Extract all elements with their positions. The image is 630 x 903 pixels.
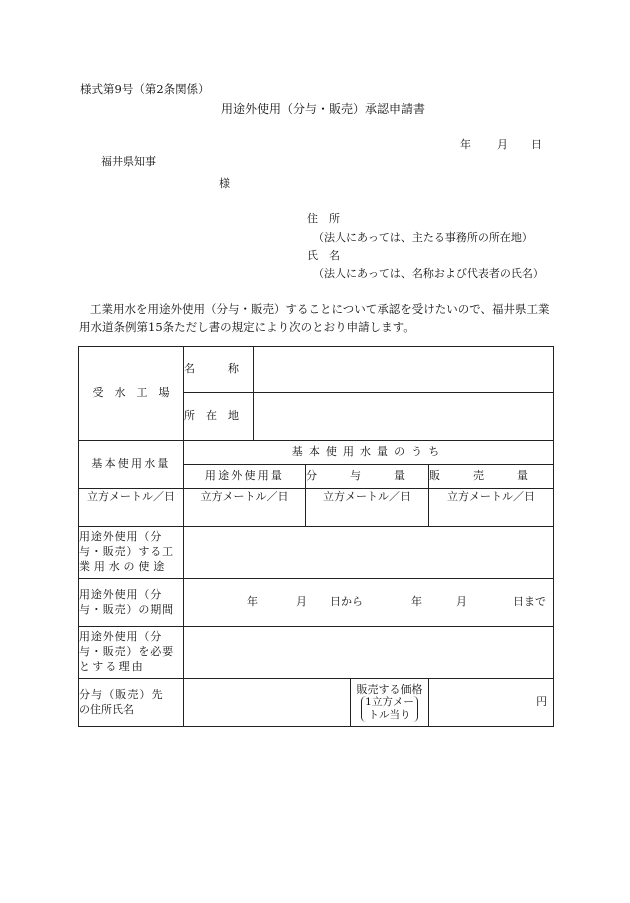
table-row (79, 579, 554, 627)
date-year: 年 (460, 138, 471, 151)
plant-name-label: 名 称 (184, 347, 254, 393)
non-purpose-usage-header: 用途外使用量 (184, 465, 306, 489)
table-row (79, 347, 554, 393)
table-row (79, 679, 554, 727)
plant-name-field[interactable] (254, 347, 554, 393)
date-month: 月 (497, 138, 508, 151)
name-note: （法人にあっては、名称および代表者の氏名） (313, 267, 544, 280)
period-field[interactable]: 年 月 日から 年 月 日まで (184, 579, 554, 627)
sales-header: 販 売 量 (429, 465, 554, 489)
plant-location-label: 所 在 地 (184, 393, 254, 441)
reason-label: 用途外使用（分 与・販売）を必要 とする理由 (79, 627, 184, 679)
honorific: 様 (219, 177, 230, 190)
distribution-header: 分 与 量 (306, 465, 429, 489)
yen-unit: 円 (536, 695, 548, 709)
body-line-2: 用水道条例第15条ただし書の規定により次のとおり申請します。 (79, 320, 415, 334)
table-row (79, 627, 554, 679)
address-label: 住 所 (307, 212, 340, 225)
sales-value-field[interactable]: 立方メートル／日 (429, 489, 554, 527)
price-unit-note: 1立方メー トル当り (361, 696, 418, 722)
table-row (79, 489, 554, 527)
form-number: 様式第9号（第2条関係） (80, 82, 210, 96)
of-base-usage-header: 基本使用水量のうち (184, 441, 554, 465)
base-usage-label: 基本使用水量 (79, 441, 184, 489)
price-label: 販売する価格 1立方メー トル当り (351, 679, 429, 727)
recipient-field[interactable] (184, 679, 351, 727)
non-purpose-usage-value-field[interactable]: 立方メートル／日 (184, 489, 306, 527)
distribution-value-field[interactable]: 立方メートル／日 (306, 489, 429, 527)
purpose-field[interactable] (184, 527, 554, 579)
period-label: 用途外使用（分 与・販売）の期間 (79, 579, 184, 627)
table-row (79, 527, 554, 579)
price-field[interactable] (429, 679, 554, 727)
base-usage-value-field[interactable]: 立方メートル／日 (79, 489, 184, 527)
form-title: 用途外使用（分与・販売）承認申請書 (221, 102, 426, 116)
table-row (79, 441, 554, 465)
purpose-label: 用途外使用（分 与・販売）する工 業用水の使途 (79, 527, 184, 579)
plant-location-field[interactable] (254, 393, 554, 441)
date-day: 日 (531, 138, 542, 151)
addressee: 福井県知事 (101, 155, 156, 168)
address-note: （法人にあっては、主たる事務所の所在地） (313, 231, 533, 244)
recipient-label: 分与（販売）先 の住所氏名 (79, 679, 184, 727)
body-line-1: 工業用水を用途外使用（分与・販売）することについて承認を受けたいので、福井県工業 (90, 302, 550, 316)
application-table (78, 346, 554, 727)
receiving-plant-label: 受 水 工 場 (79, 347, 184, 441)
reason-field[interactable] (184, 627, 554, 679)
name-label: 氏 名 (307, 249, 340, 262)
